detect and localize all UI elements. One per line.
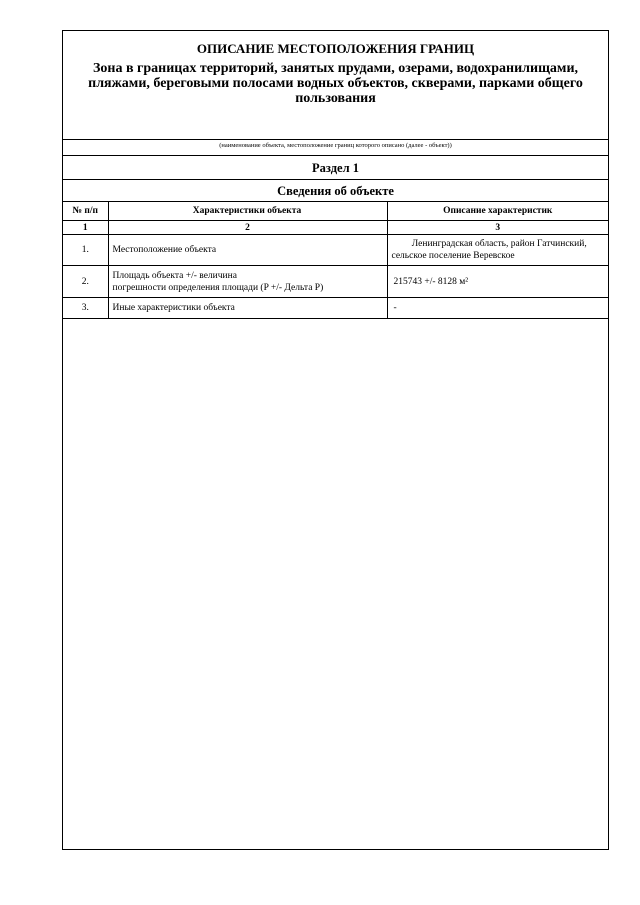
description-line-1: Ленинградская область, район Гатчинский, [411, 239, 587, 249]
section-label: Раздел 1 [63, 155, 608, 179]
column-number-row [63, 221, 608, 235]
table-row [63, 235, 608, 266]
object-name [63, 57, 608, 139]
object-name-line-1: Зона в границах территорий, занятых прудами, озерами, водохранилищами, [92, 61, 579, 76]
description-line-2: сельское поселение Веревское [391, 251, 515, 261]
table-row [63, 266, 608, 298]
row-description: 215743 +/- 8128 м² [387, 266, 608, 298]
row-number: 1. [63, 235, 108, 266]
table-row [63, 298, 608, 319]
document-frame [62, 30, 609, 850]
object-caption: (наименование объекта, местоположение границ которого описано (далее - объект)) [63, 139, 608, 155]
row-characteristic: Иные характеристики объекта [108, 298, 387, 319]
row-description [387, 235, 608, 266]
characteristic-line-2: погрешности определения площади (P +/- Дельта P) [112, 282, 324, 293]
header-number: № п/п [63, 202, 108, 221]
row-number: 3. [63, 298, 108, 319]
section-heading: Сведения об объекте [63, 179, 608, 201]
column-number: 1 [63, 221, 108, 235]
header-description: Описание характеристик [387, 202, 608, 221]
object-name-line-2: пляжами, береговыми полосами водных объектов, скверами, парками общего [88, 76, 583, 91]
row-description: - [387, 298, 608, 319]
characteristic-line-1: Площадь объекта +/- величина [112, 270, 237, 281]
column-number: 2 [108, 221, 387, 235]
table-header-row [63, 202, 608, 221]
document-title: ОПИСАНИЕ МЕСТОПОЛОЖЕНИЯ ГРАНИЦ [196, 41, 475, 56]
header-characteristic: Характеристики объекта [108, 202, 387, 221]
object-info-table [63, 201, 608, 319]
column-number: 3 [387, 221, 608, 235]
row-characteristic [108, 266, 387, 298]
object-name-line-3: пользования [295, 91, 376, 106]
row-number: 2. [63, 266, 108, 298]
row-characteristic: Местоположение объекта [108, 235, 387, 266]
